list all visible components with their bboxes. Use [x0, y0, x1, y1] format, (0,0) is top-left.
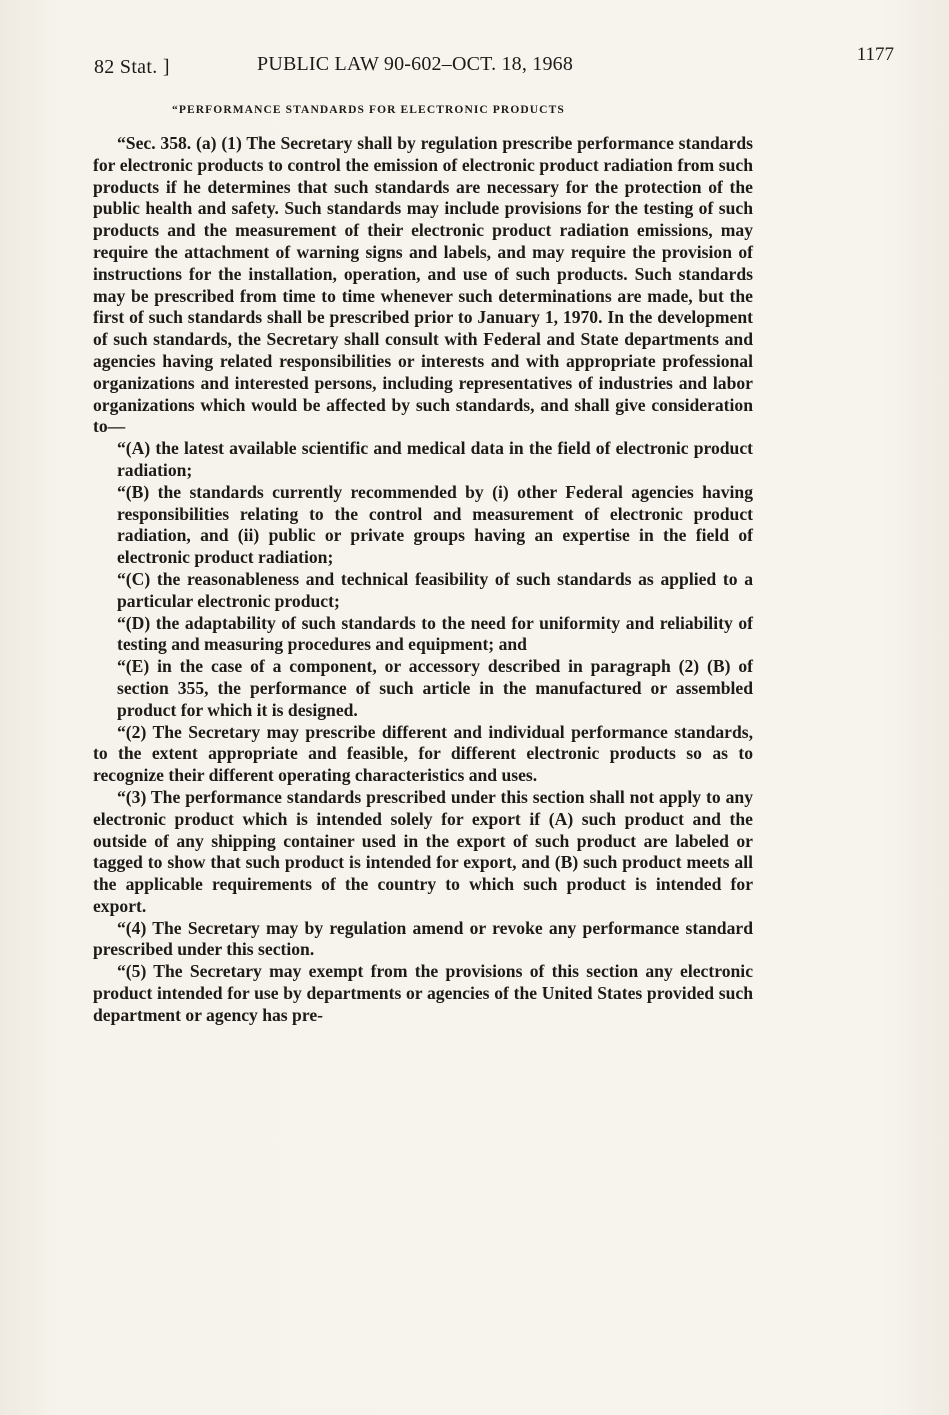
statute-body: [93, 133, 753, 1027]
item-b: “(B) the standards currently recommended by (i) other Federal agencies having responsibilities relating to the control and measurement of electronic product radiation, and (ii) public or private groups having an expertise in the field of electronic product radiation;: [117, 481, 753, 568]
subsection-a3: “(3) The performance standards prescribed under this section shall not apply to any electronic product which is intended solely for export if (A) such product and the outside of any shipping container used in the export of such product are labeled or tagged to show that such product is intended for export, and (B) such product meets all the applicable requirements of the country to which such product is intended for export.: [93, 786, 753, 916]
item-e: “(E) in the case of a component, or accessory described in paragraph (2) (B) of section 355, the performance of such article in the manufactured or assembled product for which it is designed.: [117, 656, 753, 720]
statute-citation: 82 Stat. ]: [94, 56, 170, 78]
page-number: 1177: [856, 44, 894, 65]
item-d: “(D) the adaptability of such standards to the need for uniformity and reliability of testing and measuring procedures and equipment; and: [117, 612, 753, 655]
running-header: [94, 44, 894, 80]
public-law-title: PUBLIC LAW 90-602–OCT. 18, 1968: [257, 53, 574, 75]
item-c: “(C) the reasonableness and technical feasibility of such standards as applied to a particular electronic product;: [117, 568, 753, 611]
item-a: “(A) the latest available scientific and medical data in the field of electronic product radiation;: [117, 438, 753, 480]
subsection-a1: “Sec. 358. (a) (1) The Secretary shall by regulation prescribe performance standards for electronic products to control the emission of electronic product radiation from such products if he determines that such standards are necessary for the protection of the public health and safety. Such standards may include provisions for the testing of such products and the measurement of their electronic product radiation emissions, may require the attachment of warning signs and labels, and may require the provision of instructions for the installation, operation, and use of such products. Such standards may be prescribed from time to time whenever such determinations are made, but the first of such standards shall be prescribed prior to January 1, 1970. In the development of such standards, the Secretary shall consult with Federal and State departments and agencies having related responsibilities or interests and with appropriate professional organizations and interested persons, including representatives of industries and labor organizations which would be affected by such standards, and shall give consideration to—: [93, 133, 753, 437]
subsection-a2: “(2) The Secretary may prescribe different and individual performance standards, to the extent appropriate and feasible, for different electronic products so as to recognize their different operating characteristics and uses.: [93, 721, 753, 786]
section-heading: “PERFORMANCE STANDARDS FOR ELECTRONIC PRODUCTS: [172, 104, 565, 116]
subsection-a4: “(4) The Secretary may by regulation amend or revoke any performance standard prescribed under this section.: [93, 917, 753, 960]
subsection-a5: “(5) The Secretary may exempt from the provisions of this section any electronic product intended for use by departments or agencies of the United States provided such department or agency has pre-: [93, 961, 753, 1025]
